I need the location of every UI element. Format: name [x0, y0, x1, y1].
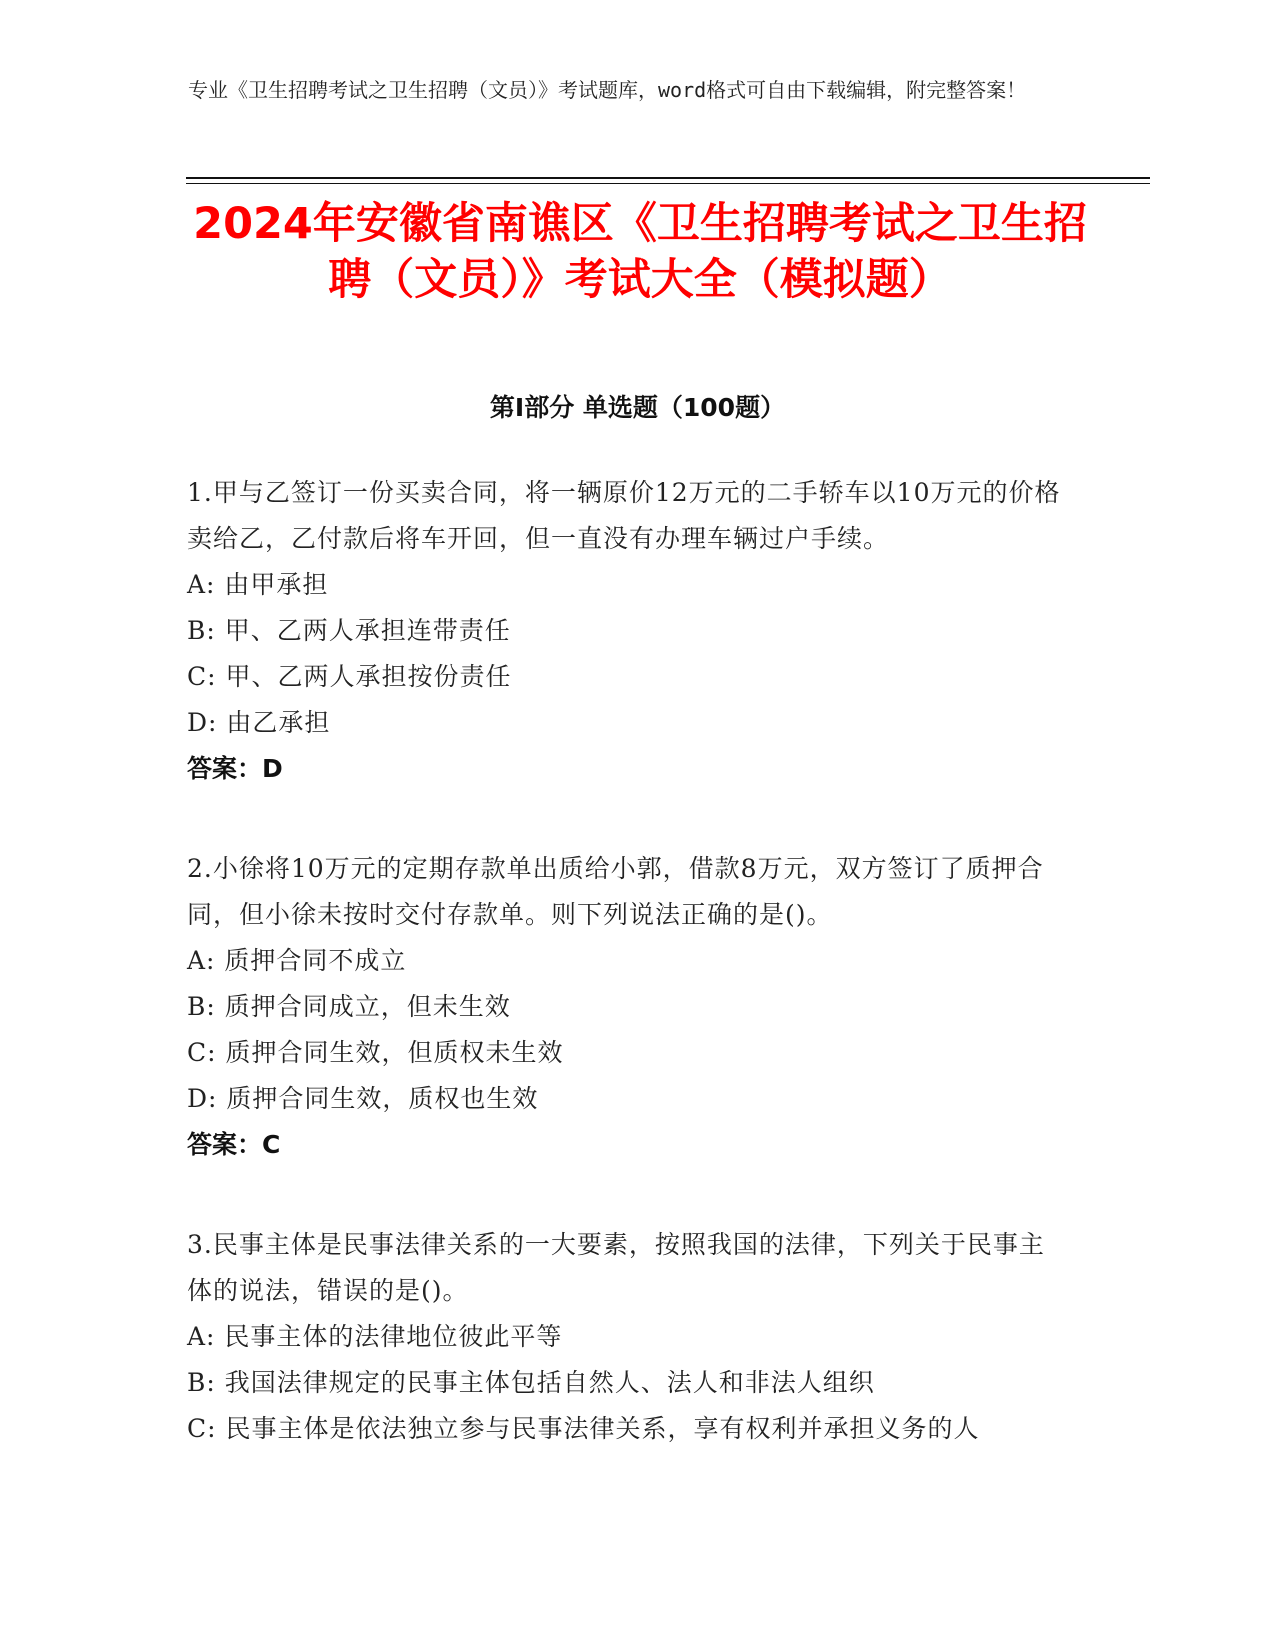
option-c: C: 质押合同生效，但质权未生效 [187, 1038, 564, 1067]
question-2 [187, 846, 1067, 1168]
option-d: D: 质押合同生效，质权也生效 [187, 1084, 539, 1113]
option-c: C: 甲、乙两人承担按份责任 [187, 662, 512, 691]
section-title: 第Ⅰ部分 单选题（100题） [489, 393, 786, 422]
question-stem: 1.甲与乙签订一份买卖合同，将一辆原价12万元的二手轿车以10万元的价格卖给乙，乙付款后将车开回，但一直没有办理车辆过户手续。 [187, 478, 1061, 553]
answer: 答案：D [187, 754, 283, 783]
question-1 [187, 470, 1067, 792]
document-title: 2024年安徽省南谯区《卫生招聘考试之卫生招聘（文员）》考试大全（模拟题） [193, 199, 1087, 305]
answer: 答案：C [187, 1130, 281, 1159]
header-note: 专业《卫生招聘考试之卫生招聘（文员）》考试题库，word格式可自由下载编辑，附完整答案！ [188, 78, 1027, 102]
option-a: A: 民事主体的法律地位彼此平等 [187, 1322, 563, 1351]
option-b: B: 我国法律规定的民事主体包括自然人、法人和非法人组织 [187, 1368, 875, 1397]
option-c: C: 民事主体是依法独立参与民事法律关系，享有权利并承担义务的人 [187, 1414, 980, 1443]
question-3 [187, 1222, 1067, 1452]
header-rule-thick [186, 177, 1150, 179]
option-d: D: 由乙承担 [187, 708, 331, 737]
option-a: A: 质押合同不成立 [187, 946, 407, 975]
question-list [187, 470, 1067, 1506]
question-stem: 3.民事主体是民事法律关系的一大要素，按照我国的法律，下列关于民事主体的说法，错误的是()。 [187, 1230, 1045, 1305]
question-stem: 2.小徐将10万元的定期存款单出质给小郭，借款8万元，双方签订了质押合同，但小徐未按时交付存款单。则下列说法正确的是()。 [187, 854, 1044, 929]
option-a: A: 由甲承担 [187, 570, 329, 599]
option-b: B: 质押合同成立，但未生效 [187, 992, 511, 1021]
header-rule-thin [186, 183, 1150, 184]
option-b: B: 甲、乙两人承担连带责任 [187, 616, 511, 645]
